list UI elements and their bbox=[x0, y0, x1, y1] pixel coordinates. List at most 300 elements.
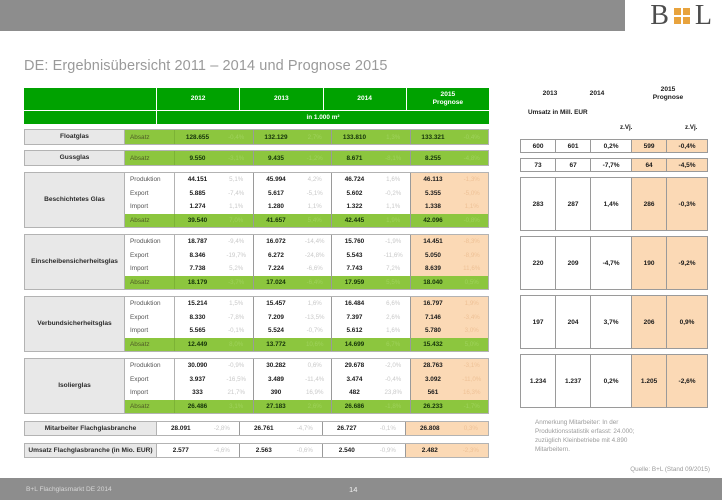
cell-value: 9.550 bbox=[189, 154, 206, 162]
cell-value: 133.321 bbox=[421, 133, 445, 141]
year-cell bbox=[175, 324, 253, 338]
product-block-label: Floatglas bbox=[25, 130, 125, 144]
revenue-cell-change-2015: 0,9% bbox=[666, 296, 707, 348]
revenue-cell-change-2015: -0,4% bbox=[666, 140, 707, 152]
row-cells bbox=[175, 338, 488, 352]
row-kind-label: Import bbox=[125, 386, 175, 400]
cell-change-percent: -1,9% bbox=[385, 238, 402, 246]
cell-value: 482 bbox=[349, 389, 360, 397]
cell-change-percent: 2,6% bbox=[307, 402, 322, 410]
cell-value: 1.280 bbox=[267, 203, 284, 211]
cell-change-percent: -3,1% bbox=[463, 362, 480, 370]
cell-change-percent: -14,4% bbox=[304, 238, 325, 246]
row-kind-label: Export bbox=[125, 187, 175, 201]
table-row bbox=[125, 235, 488, 249]
cell-value: 18.179 bbox=[187, 278, 208, 286]
table-row bbox=[125, 276, 488, 290]
row-cells bbox=[175, 214, 488, 228]
cell-change-percent: 16,9% bbox=[305, 389, 324, 397]
product-block bbox=[24, 172, 489, 228]
cell-change-percent: 1,1% bbox=[386, 203, 401, 211]
cell-change-percent: 6,7% bbox=[386, 340, 401, 348]
cell-change-percent: -7,8% bbox=[228, 313, 245, 321]
product-block-label: Isolierglas bbox=[25, 359, 125, 413]
year-cell bbox=[175, 359, 253, 373]
footnote-mitarbeiter: Anmerkung Mitarbeiter: In der Produktionsstatistik erfasst: 24.000; zuzüglich Kleinbetriebe mit 4.890 Mitarbeitern. bbox=[535, 419, 635, 454]
cell-value: 2.577 bbox=[172, 447, 189, 454]
year-cell bbox=[410, 359, 489, 373]
cell-change-percent: 7,0% bbox=[229, 216, 244, 224]
cell-change-percent: -4,8% bbox=[463, 154, 480, 162]
cell-change-percent: -2,3% bbox=[462, 447, 479, 454]
summary-rows bbox=[24, 421, 489, 458]
cell-value: 18.787 bbox=[187, 238, 208, 246]
revenue-cell-change-2015: -2,6% bbox=[666, 355, 707, 407]
revenue-cell-change-2014: -7,7% bbox=[590, 159, 631, 171]
year-cell bbox=[331, 151, 410, 165]
row-kind-label: Export bbox=[125, 311, 175, 325]
cell-change-percent: -0,6% bbox=[296, 447, 313, 454]
year-cell bbox=[331, 173, 410, 187]
cell-value: 15.457 bbox=[266, 300, 286, 308]
row-kind-label: Import bbox=[125, 200, 175, 214]
cell-change-percent: -1,7% bbox=[463, 402, 480, 410]
cell-change-percent: 2,6% bbox=[386, 313, 401, 321]
row-kind-label: Produktion bbox=[125, 297, 175, 311]
revenue-cell-2014: 67 bbox=[555, 159, 590, 171]
revenue-cell-2015: 190 bbox=[631, 237, 666, 289]
cell-value: 2.563 bbox=[255, 447, 272, 454]
cell-change-percent: 1,5% bbox=[229, 300, 244, 308]
year-cell bbox=[410, 276, 489, 290]
cell-value: 45.994 bbox=[266, 176, 286, 184]
product-block-label: Gussglas bbox=[25, 151, 125, 165]
cell-value: 16.484 bbox=[344, 300, 365, 308]
table-header-row bbox=[24, 88, 489, 110]
year-cell bbox=[405, 422, 488, 435]
cell-change-percent: 0,3% bbox=[463, 425, 478, 432]
year-cell bbox=[157, 444, 239, 457]
year-cell bbox=[331, 187, 410, 201]
year-cell bbox=[175, 173, 253, 187]
table-row bbox=[125, 311, 488, 325]
year-cell bbox=[253, 276, 332, 290]
year-cell bbox=[405, 444, 488, 457]
year-cell bbox=[331, 297, 410, 311]
header-line2: Prognose bbox=[432, 99, 464, 106]
cell-value: 26.486 bbox=[187, 402, 208, 410]
cell-change-percent: -7,4% bbox=[228, 189, 245, 197]
cell-change-percent: 1,3% bbox=[386, 133, 401, 141]
year-cell bbox=[410, 151, 489, 165]
year-cell bbox=[322, 422, 405, 435]
cell-value: 5.543 bbox=[346, 251, 363, 259]
year-cell bbox=[239, 444, 322, 457]
year-cell bbox=[253, 214, 332, 228]
row-cells bbox=[175, 187, 488, 201]
year-cell bbox=[175, 297, 253, 311]
cell-change-percent: -3,4% bbox=[463, 313, 480, 321]
year-cell bbox=[175, 249, 253, 263]
year-cell bbox=[331, 386, 410, 400]
row-kind-label: Produktion bbox=[125, 359, 175, 373]
year-cell bbox=[175, 187, 253, 201]
cell-change-percent: -1,8% bbox=[385, 402, 402, 410]
year-cell bbox=[410, 373, 489, 387]
cell-value: 5.355 bbox=[424, 189, 441, 197]
year-cell bbox=[410, 130, 489, 144]
table-row bbox=[125, 338, 488, 352]
year-cell bbox=[331, 130, 410, 144]
revenue-header-2015-line1: 2015 bbox=[660, 86, 676, 93]
revenue-cell-2013: 197 bbox=[532, 318, 544, 326]
cell-change-percent: 0,6% bbox=[307, 362, 322, 370]
year-cell bbox=[175, 262, 253, 276]
product-block bbox=[24, 129, 489, 145]
year-cell bbox=[253, 200, 332, 214]
year-cell bbox=[331, 214, 410, 228]
table-row bbox=[125, 187, 488, 201]
year-cell bbox=[175, 151, 253, 165]
product-block-rows bbox=[125, 235, 488, 289]
logo-squares-icon bbox=[674, 8, 690, 24]
cell-value: 16.797 bbox=[423, 300, 443, 308]
cell-change-percent: 1,6% bbox=[386, 176, 401, 184]
cell-value: 17.024 bbox=[266, 278, 286, 286]
cell-change-percent: -0,9% bbox=[228, 362, 245, 370]
cell-value: 1.338 bbox=[424, 203, 441, 211]
cell-change-percent: -0,4% bbox=[228, 133, 245, 141]
revenue-table-header bbox=[520, 88, 708, 124]
cell-value: 5.050 bbox=[424, 251, 441, 259]
row-kind-label: Absatz bbox=[125, 338, 175, 352]
cell-change-percent: -2,0% bbox=[385, 362, 402, 370]
cell-change-percent: 7,2% bbox=[386, 265, 401, 273]
year-cell bbox=[410, 324, 489, 338]
column-header-2012 bbox=[156, 88, 239, 110]
bl-logo bbox=[650, 2, 712, 30]
cell-value: 15.760 bbox=[344, 238, 365, 246]
year-cell bbox=[410, 386, 489, 400]
logo-square bbox=[683, 17, 690, 24]
row-kind-label: Absatz bbox=[125, 151, 175, 165]
cell-value: 30.090 bbox=[187, 362, 208, 370]
year-cell bbox=[253, 173, 332, 187]
row-cells bbox=[157, 422, 488, 435]
cell-value: 8.346 bbox=[189, 251, 206, 259]
summary-row bbox=[24, 421, 489, 436]
revenue-cell-2014: 287 bbox=[555, 178, 590, 230]
cell-change-percent: -24,8% bbox=[304, 251, 325, 259]
cell-value: 29.678 bbox=[344, 362, 365, 370]
table-body bbox=[24, 129, 489, 414]
revenue-table-body bbox=[520, 139, 708, 408]
cell-value: 333 bbox=[192, 389, 203, 397]
year-cell bbox=[253, 338, 332, 352]
revenue-cell-2013: 600 bbox=[532, 142, 544, 150]
cell-value: 42.096 bbox=[423, 216, 443, 224]
row-kind-label: Absatz bbox=[125, 130, 175, 144]
cell-value: 7.743 bbox=[346, 265, 363, 273]
revenue-cell-2013: 73 bbox=[534, 161, 542, 169]
column-header-2013 bbox=[239, 88, 322, 110]
cell-change-percent: 5,2% bbox=[229, 265, 244, 273]
footer-page-number: 14 bbox=[349, 484, 358, 494]
year-cell bbox=[331, 235, 410, 249]
row-cells bbox=[175, 324, 488, 338]
year-cell bbox=[175, 338, 253, 352]
year-cell bbox=[253, 311, 332, 325]
summary-row-label: Mitarbeiter Flachglasbranche bbox=[25, 422, 157, 435]
results-table bbox=[24, 88, 489, 458]
revenue-cell-change-2014: 3,7% bbox=[590, 296, 631, 348]
cell-value: 2.482 bbox=[421, 447, 438, 454]
cell-value: 46.113 bbox=[423, 176, 443, 184]
cell-change-percent: 5,5% bbox=[386, 278, 401, 286]
revenue-cell-2015: 206 bbox=[631, 296, 666, 348]
column-header-2014 bbox=[323, 88, 406, 110]
year-cell bbox=[410, 235, 489, 249]
row-cells bbox=[175, 235, 488, 249]
cell-change-percent: -0,4% bbox=[463, 133, 480, 141]
row-kind-label: Produktion bbox=[125, 235, 175, 249]
year-cell bbox=[331, 249, 410, 263]
cell-change-percent: -3,1% bbox=[228, 154, 245, 162]
year-cell bbox=[175, 130, 253, 144]
year-cell bbox=[410, 200, 489, 214]
year-cell bbox=[331, 373, 410, 387]
cell-value: 132.129 bbox=[264, 133, 288, 141]
revenue-cell-2013: 1.234 bbox=[529, 377, 547, 385]
revenue-header-2015 bbox=[638, 86, 698, 102]
cell-change-percent: 4,2% bbox=[307, 176, 322, 184]
product-block-rows bbox=[125, 359, 488, 413]
row-kind-label: Absatz bbox=[125, 400, 175, 414]
header-line1: 2014 bbox=[357, 94, 372, 102]
cell-value: 5.602 bbox=[346, 189, 363, 197]
year-cell bbox=[331, 262, 410, 276]
cell-value: 41.657 bbox=[266, 216, 286, 224]
unit-corner-cell bbox=[24, 111, 156, 124]
row-cells bbox=[175, 297, 488, 311]
cell-value: 26.727 bbox=[337, 425, 357, 432]
cell-value: 5.612 bbox=[346, 327, 363, 335]
cell-change-percent: 1,6% bbox=[386, 327, 401, 335]
table-row bbox=[125, 151, 488, 165]
cell-value: 12.449 bbox=[187, 340, 208, 348]
table-row bbox=[125, 249, 488, 263]
year-cell bbox=[253, 187, 332, 201]
cell-change-percent: -5,0% bbox=[463, 189, 480, 197]
cell-change-percent: -1,2% bbox=[306, 154, 323, 162]
cell-value: 28.763 bbox=[423, 362, 443, 370]
year-cell bbox=[253, 324, 332, 338]
cell-change-percent: -4,6% bbox=[213, 447, 230, 454]
year-cell bbox=[331, 359, 410, 373]
row-cells bbox=[175, 173, 488, 187]
product-block-rows bbox=[125, 297, 488, 351]
cell-value: 3.489 bbox=[267, 375, 284, 383]
revenue-cell-2015: 64 bbox=[631, 159, 666, 171]
table-row bbox=[125, 400, 488, 414]
cell-value: 15.432 bbox=[423, 340, 443, 348]
cell-value: 133.810 bbox=[342, 133, 367, 141]
cell-change-percent: -19,7% bbox=[226, 251, 247, 259]
cell-value: 7.209 bbox=[267, 313, 284, 321]
year-cell bbox=[175, 214, 253, 228]
cell-value: 1.274 bbox=[189, 203, 206, 211]
cell-change-percent: 5,1% bbox=[229, 176, 244, 184]
revenue-cell-change-2014: -4,7% bbox=[590, 237, 631, 289]
year-cell bbox=[410, 297, 489, 311]
row-cells bbox=[175, 386, 488, 400]
cell-value: 8.255 bbox=[424, 154, 441, 162]
top-banner bbox=[0, 0, 625, 31]
year-cell bbox=[253, 249, 332, 263]
cell-value: 8.671 bbox=[346, 154, 363, 162]
cell-change-percent: -13,5% bbox=[304, 313, 325, 321]
year-cell bbox=[253, 359, 332, 373]
year-cell bbox=[253, 235, 332, 249]
row-cells bbox=[175, 200, 488, 214]
column-header-2015-prognose bbox=[406, 88, 489, 110]
year-cell bbox=[253, 262, 332, 276]
cell-value: 128.655 bbox=[185, 133, 210, 141]
cell-change-percent: -6,4% bbox=[306, 278, 323, 286]
cell-change-percent: 21,7% bbox=[227, 389, 245, 397]
table-row bbox=[125, 130, 488, 144]
product-block-label: Beschichtetes Glas bbox=[25, 173, 125, 227]
row-cells bbox=[175, 359, 488, 373]
revenue-row bbox=[520, 354, 708, 408]
cell-value: 26.686 bbox=[344, 402, 365, 410]
cell-change-percent: 23,8% bbox=[384, 389, 402, 397]
row-cells bbox=[175, 400, 488, 414]
table-row bbox=[125, 373, 488, 387]
cell-change-percent: -0,9% bbox=[379, 447, 396, 454]
year-cell bbox=[410, 249, 489, 263]
cell-value: 39.540 bbox=[187, 216, 208, 224]
cell-value: 28.091 bbox=[171, 425, 191, 432]
table-row bbox=[125, 386, 488, 400]
row-cells bbox=[175, 373, 488, 387]
year-cell bbox=[175, 311, 253, 325]
cell-change-percent: -11,6% bbox=[383, 251, 403, 259]
cell-value: 390 bbox=[270, 389, 282, 397]
cell-value: 18.040 bbox=[423, 278, 443, 286]
revenue-cell-change-2015: -4,5% bbox=[666, 159, 707, 171]
source-label: Quelle: B+L (Stand 09/2015) bbox=[630, 466, 710, 473]
revenue-header-2015-line2: Prognose bbox=[652, 94, 684, 102]
cell-value: 3.092 bbox=[424, 375, 441, 383]
year-cell bbox=[175, 386, 253, 400]
cell-change-percent: 10,6% bbox=[305, 340, 324, 348]
cell-change-percent: -16,5% bbox=[226, 375, 247, 383]
cell-change-percent: 0,5% bbox=[464, 278, 479, 286]
row-kind-label: Export bbox=[125, 373, 175, 387]
revenue-row bbox=[520, 139, 708, 153]
cell-value: 5.565 bbox=[189, 327, 206, 335]
product-block-label: Verbundsicherheitsglas bbox=[25, 297, 125, 351]
cell-change-percent: 3,0% bbox=[464, 327, 479, 335]
cell-change-percent: 6,6% bbox=[386, 300, 401, 308]
cell-change-percent: -0,1% bbox=[228, 327, 245, 335]
cell-change-percent: -2,8% bbox=[213, 425, 230, 432]
cell-change-percent: 1,1% bbox=[464, 203, 479, 211]
cell-change-percent: 1,1% bbox=[307, 203, 322, 211]
cell-change-percent: -0,4% bbox=[385, 375, 402, 383]
footer-title: B+L Flachglasmarkt DE 2014 bbox=[26, 485, 112, 493]
product-block bbox=[24, 150, 489, 166]
revenue-cell-2014: 601 bbox=[555, 140, 590, 152]
table-row bbox=[125, 324, 488, 338]
revenue-row bbox=[520, 236, 708, 290]
unit-label: in 1.000 m² bbox=[156, 111, 489, 124]
cell-change-percent: -8,3% bbox=[463, 238, 480, 246]
product-block bbox=[24, 234, 489, 290]
cell-change-percent: 16,3% bbox=[462, 389, 481, 397]
year-cell bbox=[410, 400, 489, 414]
cell-value: 7.397 bbox=[346, 313, 363, 321]
cell-value: 5.617 bbox=[267, 189, 284, 197]
row-kind-label: Produktion bbox=[125, 173, 175, 187]
year-cell bbox=[175, 373, 253, 387]
revenue-row bbox=[520, 295, 708, 349]
cell-change-percent: 11,6% bbox=[463, 265, 481, 273]
year-cell bbox=[253, 297, 332, 311]
row-cells bbox=[175, 311, 488, 325]
cell-value: 5.885 bbox=[189, 189, 206, 197]
revenue-header-2013: 2013 bbox=[542, 90, 558, 97]
row-cells bbox=[175, 151, 488, 165]
cell-change-percent: 8,0% bbox=[229, 340, 244, 348]
cell-value: 44.151 bbox=[187, 176, 208, 184]
year-cell bbox=[239, 422, 322, 435]
year-cell bbox=[157, 422, 239, 435]
year-cell bbox=[331, 338, 410, 352]
cell-change-percent: -11,0% bbox=[462, 375, 482, 383]
cell-value: 26.808 bbox=[420, 425, 440, 432]
cell-value: 15.214 bbox=[187, 300, 208, 308]
logo-square bbox=[674, 8, 681, 15]
row-cells bbox=[175, 249, 488, 263]
product-block bbox=[24, 358, 489, 414]
row-cells bbox=[175, 262, 488, 276]
page-title: DE: Ergebnisübersicht 2011 – 2014 und Prognose 2015 bbox=[24, 58, 388, 74]
year-cell bbox=[331, 311, 410, 325]
revenue-cell-change-2014: 0,2% bbox=[590, 140, 631, 152]
cell-value: 2.540 bbox=[338, 447, 355, 454]
year-cell bbox=[253, 400, 332, 414]
year-cell bbox=[175, 200, 253, 214]
row-kind-label: Absatz bbox=[125, 276, 175, 290]
cell-change-percent: -8,9% bbox=[463, 251, 480, 259]
row-kind-label: Import bbox=[125, 324, 175, 338]
header-line1: 2013 bbox=[274, 94, 289, 102]
header-line1: 2012 bbox=[190, 94, 206, 102]
year-cell bbox=[410, 262, 489, 276]
zvj-label-2: z.Vj. bbox=[685, 124, 698, 131]
cell-value: 26.233 bbox=[423, 402, 443, 410]
row-cells bbox=[175, 276, 488, 290]
revenue-cell-change-2014: 1,4% bbox=[590, 178, 631, 230]
cell-value: 1.322 bbox=[346, 203, 363, 211]
year-cell bbox=[253, 386, 332, 400]
year-cell bbox=[410, 214, 489, 228]
zvj-header-row bbox=[520, 124, 708, 134]
table-row bbox=[125, 262, 488, 276]
unit-row bbox=[24, 111, 489, 124]
